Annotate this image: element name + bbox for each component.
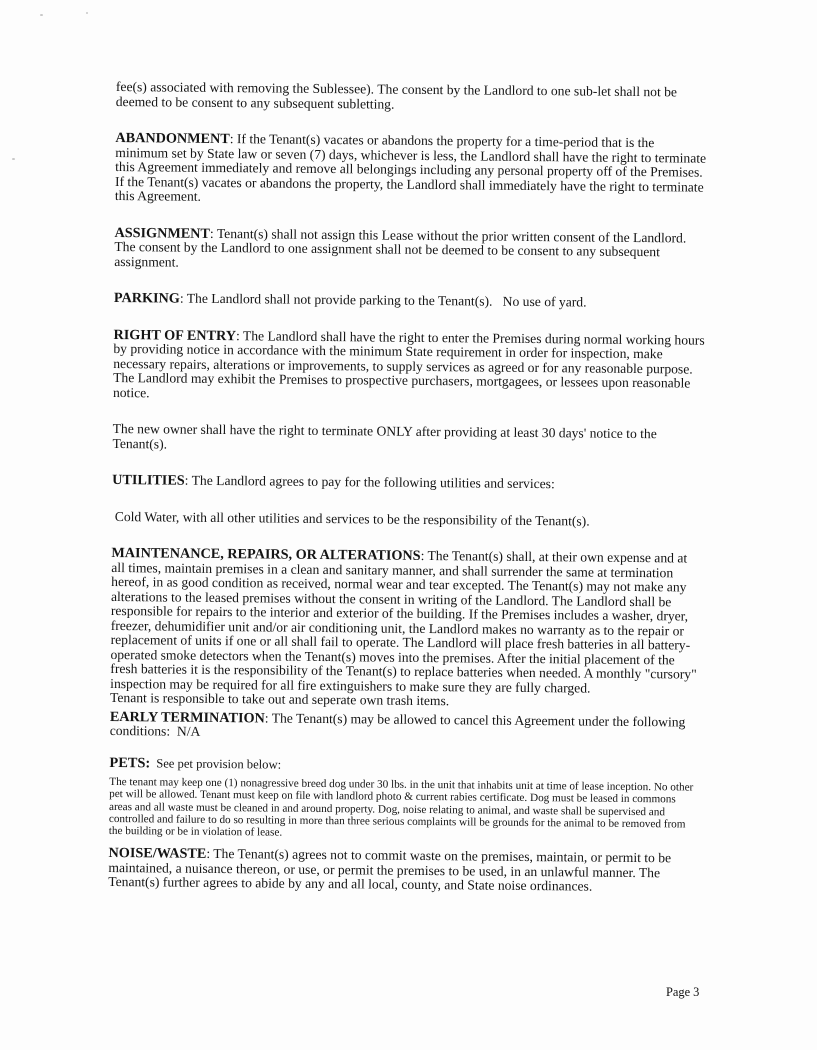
paragraph-abandonment: ABANDONMENT: If the Tenant(s) vacates or abandons the property for a time-period that is the minimum set by State law or seven (7) days, whichever is less, the Landlord shall have the right to terminate this Agreement immediately and remove all belongings including any personal property off of the Premises. If the Tenant(s) vacates or abandons the property, the Landlord shall immediately have the right to terminate this Agreement. [114,129,707,204]
parking-note: No use of yard. [502,293,587,310]
heading-pets: PETS: [109,754,151,771]
paragraph-utilities: UTILITIES: The Landlord agrees to pay for the following utilities and services: [112,471,555,492]
paragraph-noise-waste: NOISE/WASTE: The Tenant(s) agrees not to commit waste on the premises, maintain, or permit to be maintained, a nuisance thereon, or use, or permit the premises to be used, in an unlawful manner. The Tenant(s) further agrees to abide by any and all local, county, and State noise ordinances. [108,845,672,895]
paragraph-right-of-entry: RIGHT OF ENTRY: The Landlord shall have the right to enter the Premises during normal working hours by providing notice in accordance with the minimum State requirement in order for inspection, make necessary repairs, alterations or improvements, to supply services as agreed or for any reasonable purpose. The Landlord may exhibit the Premises to prospective purchasers, mortgagees, or lessees upon reasonable notice. [112,326,705,400]
paragraph-continued: fee(s) associated with removing the Sublessee). The consent by the Landlord to one sub-let shall not be deemed to be consent to any subsequent subletting. [115,79,678,112]
document-body [108,80,708,896]
heading-parking: PARKING [113,289,180,307]
heading-maintenance: MAINTENANCE, REPAIRS, OR ALTERATIONS [111,544,421,564]
scan-speck [12,158,15,160]
paragraph-early-termination: EARLY TERMINATION: The Tenant(s) may be allowed to cancel this Agreement under the following conditions: N/A [109,708,686,739]
heading-abandonment: ABANDONMENT [115,129,230,148]
paragraph-new-owner: The new owner shall have the right to terminate ONLY after providing at least 30 days' notice to the Tenant(s). [112,420,657,452]
heading-early-termination: EARLY TERMINATION [109,708,265,726]
paragraph-parking: PARKING: The Landlord shall not provide parking to the Tenant(s). No use of yard. [113,289,587,310]
paragraph-assignment: ASSIGNMENT: Tenant(s) shall not assign this Lease without the prior written consent of the Landlord. The consent by the Landlord to one assignment shall not be deemed to be consent to any subsequent assignment. [114,224,687,270]
heading-utilities: UTILITIES [112,471,185,489]
paragraph-utilities-detail: Cold Water, with all other utilities and services to be the responsibility of the Tenant(s). [114,508,590,529]
paragraph-pets: PETS: See pet provision below: [109,754,282,772]
paragraph-trash-note: Tenant is responsible to take out and seperate own trash items. [110,689,450,709]
scan-speck [40,14,43,16]
heading-assignment: ASSIGNMENT [114,224,211,242]
page-number: Page 3 [666,985,700,999]
paragraph-pets-detail: The tenant may keep one (1) nonagressive breed dog under 30 lbs. in the unit that inhabits unit at time of lease inception. No other pet will be allowed. Tenant must keep on file with landlord photo & current rabies certificate. Dog must be leased in commons areas and all waste must be cleaned in and around property. Dog, noise relating to animal, and waste shall be supervised and controlled and failure to do so resulting in more than three serious complaints will be grounds for the animal to be removed from the building or be in violation of lease. [108,775,694,839]
heading-noise-waste: NOISE/WASTE [108,845,207,863]
paragraph-maintenance: MAINTENANCE, REPAIRS, OR ALTERATIONS: The Tenant(s) shall, at their own expense and at all times, maintain premises in a clean and sanitary manner, and shall surrender the same at termination hereof, in as good condition as received, normal wear and tear excepted. The Tenant(s) may not make any alterations to the leased premises without the consent in writing of the Landlord. The Landlord shall be responsible for repairs to the interior and exterior of the building. If the Premises includes a washer, dryer, freezer, dehumidifier unit and/or air conditioning unit, the Landlord makes no warranty as to the repair or replacement of units if one or all shall fail to operate. The Landlord will place fresh batteries in all battery-operated smoke detectors when the Tenant(s) moves into the premises. After the initial placement of the fresh batteries it is the responsibility of the Tenant(s) to replace batteries when needed. A monthly "cursory" inspection may be required for all fire extinguishers to make sure they are fully charged. [110,544,697,696]
early-termination-value: N/A [176,723,201,739]
heading-right-of-entry: RIGHT OF ENTRY [113,326,237,344]
scan-speck [86,12,88,14]
